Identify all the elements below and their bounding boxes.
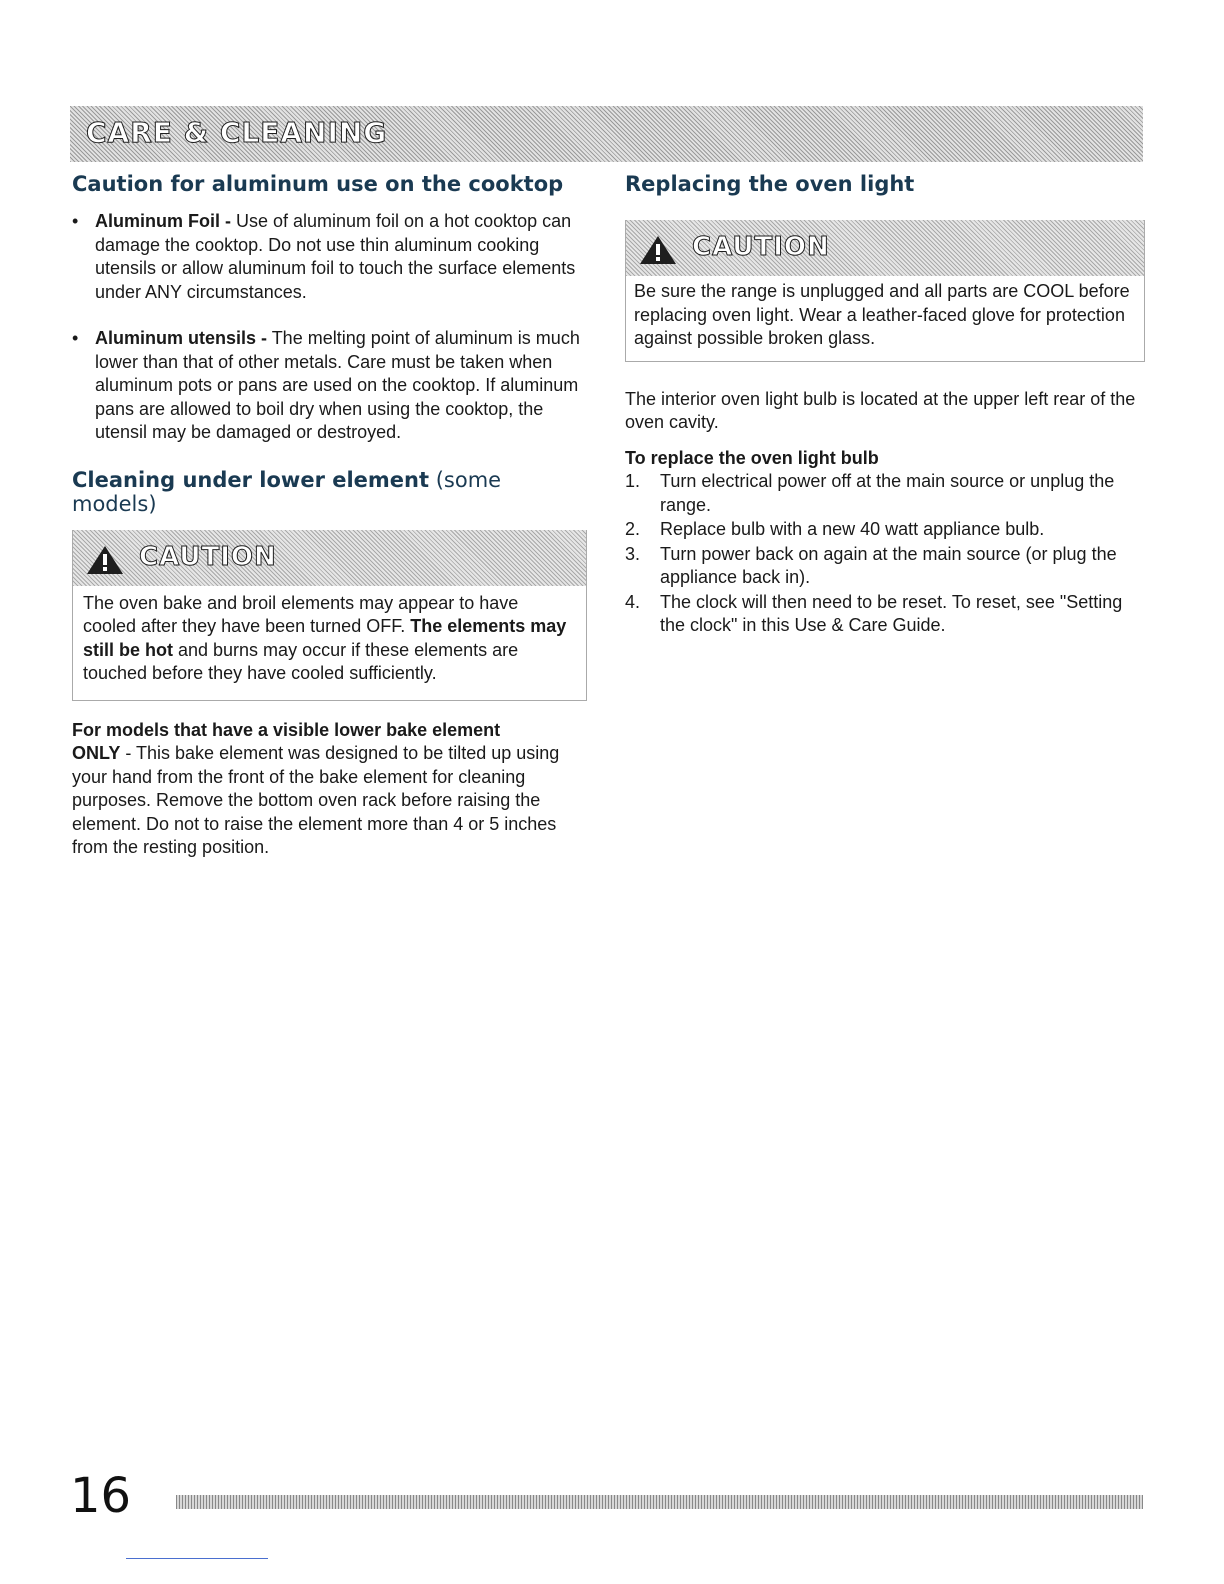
page-number: 16	[70, 1468, 132, 1524]
warning-icon	[85, 544, 125, 576]
step-number: 4.	[625, 591, 641, 612]
caution-header	[626, 220, 1144, 276]
caution-text-pre: The oven bake and broil elements may appear to have cooled after they have been turned OFF.	[83, 592, 519, 636]
left-column	[72, 172, 587, 860]
section-banner	[70, 106, 1143, 162]
bullet-text: The melting point of aluminum is much lower than that of other metals. Care must be taken when aluminum pots or pans are used on the cooktop. If aluminum pans are allowed to boil dry when using the cooktop, the utensil may be damaged or destroyed.	[95, 328, 580, 442]
aluminum-heading: Caution for aluminum use on the cooktop	[72, 172, 564, 196]
models-paragraph	[72, 742, 587, 860]
step-number: 3.	[625, 543, 641, 564]
bullet-label: Aluminum utensils -	[95, 328, 268, 348]
list-item	[625, 591, 1145, 638]
list-item	[625, 470, 1145, 517]
caution-box-light	[625, 220, 1145, 362]
cleaning-heading-suffix: (some models)	[72, 467, 502, 516]
list-item	[72, 210, 587, 304]
caution-box-element	[72, 530, 587, 701]
step-number: 1.	[625, 471, 641, 491]
steps-list	[625, 470, 1145, 638]
models-text: - This bake element was designed to be tilted up using your hand from the front of the bake element for cleaning purposes. Remove the bottom oven rack before raising the element. Do not to raise the element more than 4 or 5 inches from the resting position.	[72, 743, 560, 857]
list-item	[625, 543, 1145, 590]
models-heading: For models that have a visible lower bake element	[72, 719, 501, 740]
models-only: ONLY	[72, 743, 121, 763]
bullet-text: Use of aluminum foil on a hot cooktop can damage the cooktop. Do not use thin aluminum cooking utensils or allow aluminum foil to touch the surface elements under ANY circumstances.	[95, 211, 576, 302]
caution-text-post: and burns may occur if these elements are touched before they have cooled sufficiently.	[83, 639, 519, 683]
step-text: Turn electrical power off at the main source or unplug the range.	[660, 471, 1115, 515]
footer-link-underline	[126, 1558, 268, 1559]
caution-text: Be sure the range is unplugged and all parts are COOL before replacing oven light. Wear a leather-faced glove for protection against possible broken glass.	[634, 281, 1130, 348]
caution-text	[73, 586, 586, 700]
footer-rule	[176, 1495, 1143, 1509]
cleaning-heading	[72, 468, 587, 516]
section-title: CARE & CLEANING	[86, 116, 388, 149]
warning-icon	[638, 234, 678, 266]
step-text: The clock will then need to be reset. To reset, see "Setting the clock" in this Use & Care Guide.	[660, 591, 1123, 635]
caution-label: CAUTION	[692, 232, 830, 262]
caution-text-bold: The elements may still be hot	[83, 616, 567, 660]
list-item	[72, 327, 587, 445]
step-number: 2.	[625, 519, 641, 539]
caution-header	[73, 530, 586, 586]
aluminum-bullet-list	[72, 210, 587, 445]
steps-heading: To replace the oven light bulb	[625, 447, 879, 468]
step-text: Replace bulb with a new 40 watt appliance bulb.	[660, 519, 1045, 539]
list-item	[625, 518, 1145, 542]
right-column	[625, 172, 1145, 639]
cleaning-heading-main: Cleaning under lower element	[72, 467, 430, 492]
oven-light-heading: Replacing the oven light	[625, 172, 915, 196]
step-text: Turn power back on again at the main source (or plug the appliance back in).	[660, 543, 1117, 587]
bullet-label: Aluminum Foil -	[95, 211, 231, 231]
oven-light-intro: The interior oven light bulb is located at the upper left rear of the oven cavity.	[625, 388, 1136, 432]
caution-label: CAUTION	[139, 541, 277, 572]
